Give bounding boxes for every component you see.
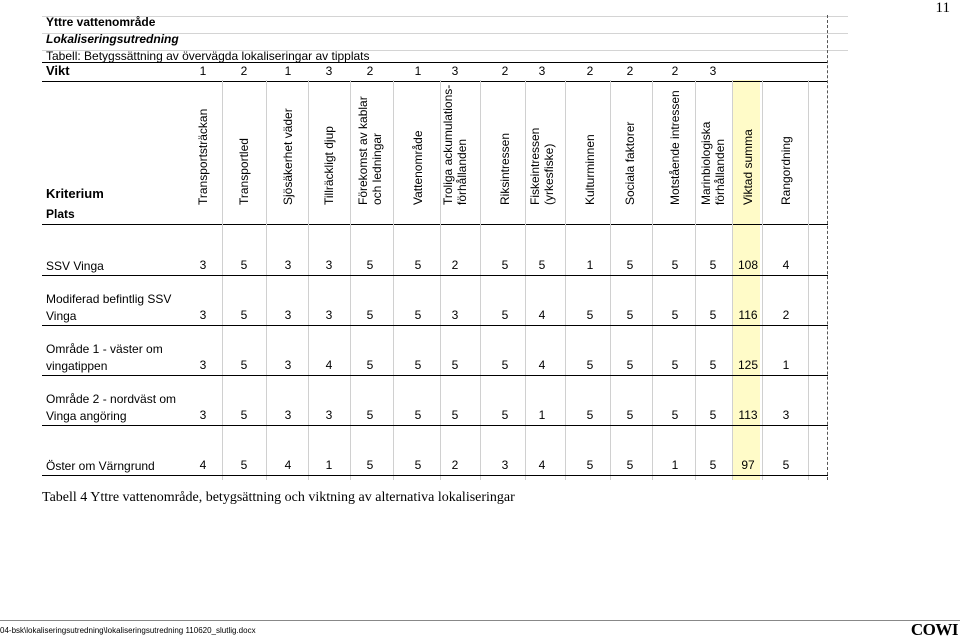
viktad-summa-value: 108 <box>737 258 759 272</box>
score-value: 3 <box>325 308 333 322</box>
criterion-label: Vattenområde <box>411 130 425 205</box>
criterion-label: Förekomst av kablar och ledningar <box>356 96 384 205</box>
score-value: 5 <box>709 358 717 372</box>
score-value: 5 <box>240 308 248 322</box>
footer-file-path: 04-bsk\lokaliseringsutredning\lokaliseringsutredning 110620_slutlig.docx <box>0 626 256 635</box>
score-value: 5 <box>366 458 374 472</box>
score-value: 5 <box>586 408 594 422</box>
column-gridline <box>652 80 653 480</box>
row-divider <box>42 375 828 376</box>
kriterium-label: Kriterium <box>46 186 104 201</box>
score-value: 5 <box>626 408 634 422</box>
score-value: 5 <box>626 458 634 472</box>
score-value: 2 <box>451 458 459 472</box>
score-value: 5 <box>709 458 717 472</box>
score-value: 5 <box>671 308 679 322</box>
row-label: Område 2 - nordväst om Vinga angöring <box>46 392 177 423</box>
criterion-label: Transportsträckan <box>196 108 210 205</box>
weight-value: 2 <box>501 64 509 78</box>
score-value: 2 <box>451 258 459 272</box>
score-value: 5 <box>501 358 509 372</box>
rang-value: 4 <box>782 258 790 272</box>
row-divider <box>42 425 828 426</box>
score-value: 4 <box>199 458 207 472</box>
criterion-header <box>528 90 556 205</box>
score-value: 5 <box>240 458 248 472</box>
weight-value: 3 <box>325 64 333 78</box>
print-boundary <box>827 15 828 480</box>
criterion-header <box>668 90 682 205</box>
score-value: 5 <box>709 258 717 272</box>
score-value: 3 <box>284 258 292 272</box>
criterion-header <box>322 90 336 205</box>
score-value: 4 <box>284 458 292 472</box>
score-value: 1 <box>671 458 679 472</box>
column-gridline <box>308 80 309 480</box>
criterion-label: Rangordning <box>779 136 793 205</box>
column-gridline <box>440 80 441 480</box>
score-value: 5 <box>709 408 717 422</box>
score-value: 4 <box>538 308 546 322</box>
column-gridline <box>565 80 566 480</box>
criterion-label: Sociala faktorer <box>623 121 637 205</box>
row-label: Modiferad befintlig SSV Vinga <box>46 292 172 323</box>
weight-value: 2 <box>240 64 248 78</box>
score-value: 5 <box>671 358 679 372</box>
criterion-label: Motstående intressen <box>668 90 682 205</box>
criterion-header <box>498 90 512 205</box>
rang-value: 5 <box>782 458 790 472</box>
score-value: 5 <box>451 358 459 372</box>
criterion-header <box>583 90 597 205</box>
row-divider <box>42 325 828 326</box>
report-subtitle: Lokaliseringsutredning <box>46 32 179 46</box>
column-gridline <box>350 80 351 480</box>
score-value: 3 <box>501 458 509 472</box>
score-value: 5 <box>366 408 374 422</box>
weight-value: 2 <box>671 64 679 78</box>
score-value: 5 <box>538 258 546 272</box>
weight-value: 2 <box>626 64 634 78</box>
rang-value: 1 <box>782 358 790 372</box>
score-value: 5 <box>626 358 634 372</box>
weight-value: 2 <box>366 64 374 78</box>
column-gridline <box>525 80 526 480</box>
score-value: 5 <box>414 458 422 472</box>
score-value: 3 <box>199 258 207 272</box>
row-label: Öster om Värngrund <box>46 459 155 473</box>
weight-value: 2 <box>586 64 594 78</box>
score-value: 5 <box>501 308 509 322</box>
score-value: 3 <box>199 358 207 372</box>
score-value: 5 <box>671 258 679 272</box>
table-caption: Tabell 4 Yttre vattenområde, betygsättning och viktning av alternativa lokaliseringar <box>42 490 515 505</box>
score-value: 5 <box>586 308 594 322</box>
criterion-header <box>441 84 469 205</box>
row-label: Område 1 - väster om vingatippen <box>46 342 163 373</box>
plats-label: Plats <box>46 207 75 221</box>
score-value: 3 <box>199 408 207 422</box>
score-value: 1 <box>538 408 546 422</box>
criterion-header <box>411 90 425 205</box>
criterion-label: Kulturminnen <box>583 134 597 205</box>
column-gridline <box>266 80 267 480</box>
score-value: 5 <box>626 308 634 322</box>
criterion-label: Riksintressen <box>498 132 512 205</box>
criterion-header <box>237 90 251 205</box>
criterion-header <box>779 90 793 205</box>
score-value: 3 <box>325 408 333 422</box>
score-value: 5 <box>240 358 248 372</box>
footer-rule <box>0 620 960 621</box>
score-value: 3 <box>284 408 292 422</box>
criterion-label: Transportled <box>237 138 251 205</box>
column-gridline <box>393 80 394 480</box>
weight-value: 1 <box>414 64 422 78</box>
row-divider <box>42 475 828 476</box>
score-value: 5 <box>414 258 422 272</box>
score-value: 5 <box>240 258 248 272</box>
rang-value: 3 <box>782 408 790 422</box>
viktad-summa-value: 97 <box>741 458 755 472</box>
criterion-header <box>699 90 727 205</box>
score-value: 3 <box>199 308 207 322</box>
criterion-header <box>741 90 755 205</box>
column-gridline <box>610 80 611 480</box>
criterion-label: Viktad summa <box>741 129 755 205</box>
score-value: 1 <box>586 258 594 272</box>
score-value: 3 <box>284 308 292 322</box>
page-number: 11 <box>935 0 950 16</box>
score-value: 4 <box>325 358 333 372</box>
score-value: 5 <box>366 358 374 372</box>
criterion-label: Sjösäkerhet väder <box>281 108 295 205</box>
score-value: 4 <box>538 458 546 472</box>
column-gridline <box>762 80 763 480</box>
cowi-logo: COWI <box>910 620 958 639</box>
header-divider <box>42 224 828 225</box>
row-divider <box>42 275 828 276</box>
viktad-summa-value: 116 <box>738 308 758 322</box>
score-value: 5 <box>501 408 509 422</box>
viktad-summa-value: 113 <box>738 408 758 422</box>
weight-value: 1 <box>284 64 292 78</box>
table-description: Tabell: Betygssättning av övervägda lokaliseringar av tipplats <box>46 49 370 63</box>
column-gridline <box>808 80 809 480</box>
score-value: 5 <box>414 308 422 322</box>
score-value: 5 <box>451 408 459 422</box>
criterion-label: Fiskeintressen (yrkesfiske) <box>528 127 556 205</box>
criterion-header <box>356 90 384 205</box>
column-gridline <box>695 80 696 480</box>
score-value: 3 <box>451 308 459 322</box>
sheet-gridline <box>42 16 848 17</box>
score-value: 5 <box>671 408 679 422</box>
vikt-label: Vikt <box>46 63 70 78</box>
score-value: 5 <box>586 358 594 372</box>
criterion-header <box>196 90 210 205</box>
score-value: 5 <box>414 358 422 372</box>
column-gridline <box>222 80 223 480</box>
section-title: Yttre vattenområde <box>46 15 156 29</box>
score-value: 1 <box>325 458 333 472</box>
column-gridline <box>480 80 481 480</box>
criterion-label: Tillräckligt djup <box>322 126 336 205</box>
score-value: 5 <box>366 258 374 272</box>
criterion-header <box>281 90 295 205</box>
criterion-label: Troliga ackumulations- förhållanden <box>441 84 469 205</box>
column-gridline <box>732 80 733 480</box>
weight-value: 3 <box>538 64 546 78</box>
score-value: 5 <box>366 308 374 322</box>
row-label: SSV Vinga <box>46 259 104 273</box>
criterion-header <box>623 90 637 205</box>
criterion-label: Marinbiologiska förhållanden <box>699 121 727 205</box>
score-value: 5 <box>626 258 634 272</box>
weight-value: 3 <box>451 64 459 78</box>
score-value: 3 <box>325 258 333 272</box>
score-value: 5 <box>586 458 594 472</box>
score-value: 5 <box>501 258 509 272</box>
score-value: 5 <box>709 308 717 322</box>
rang-value: 2 <box>782 308 790 322</box>
score-value: 5 <box>414 408 422 422</box>
weight-value: 1 <box>199 64 207 78</box>
score-value: 4 <box>538 358 546 372</box>
score-value: 3 <box>284 358 292 372</box>
weight-value: 3 <box>709 64 717 78</box>
viktad-summa-value: 125 <box>737 358 759 372</box>
score-value: 5 <box>240 408 248 422</box>
